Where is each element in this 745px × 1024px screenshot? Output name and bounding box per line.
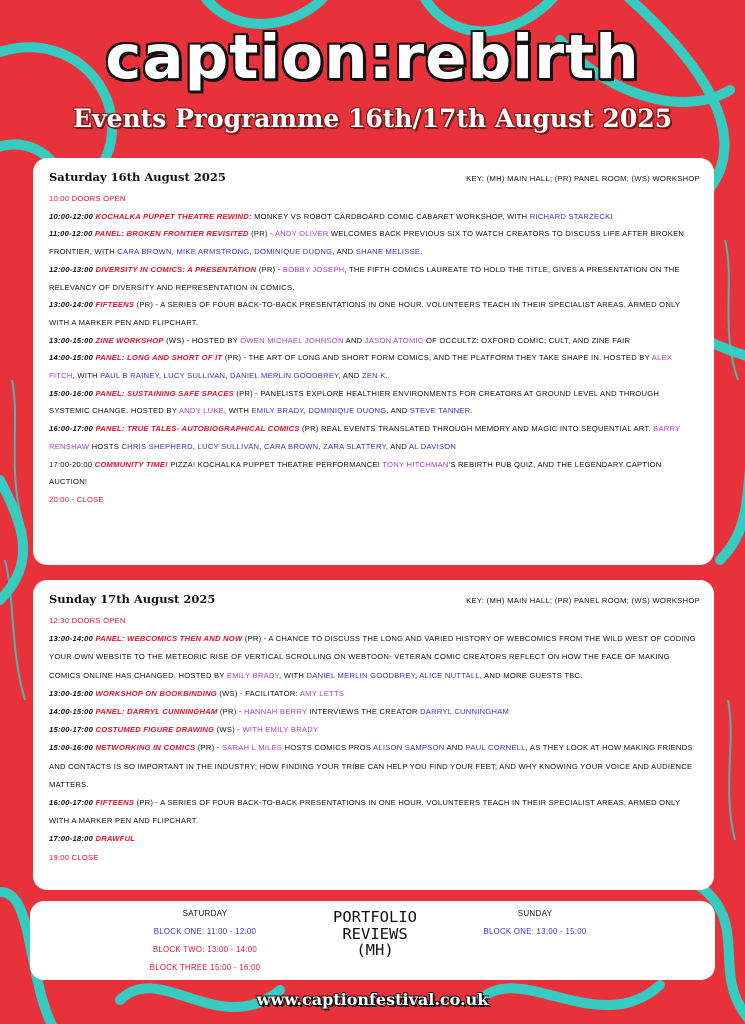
- event-text: 19:00 CLOSE: [49, 852, 99, 862]
- event-item: [49, 261, 700, 296]
- event-text: WELCOMES BACK PREVIOUS SIX TO WATCH CREATORS TO DISCUSS LIFE AFTER BROKEN FRONTIER, WITH: [49, 229, 685, 257]
- event-text: (PR) -: [195, 743, 222, 753]
- festival-website-link[interactable]: www.captionfestival.co.uk: [256, 990, 489, 1009]
- event-text: OF OCCULTZ: OXFORD COMIC; CULT, AND ZINE FAIR: [423, 335, 631, 345]
- event-item: [49, 296, 700, 331]
- event-time: 13:00-15:00: [49, 688, 96, 698]
- event-item: [49, 349, 700, 384]
- event-text: (WS) - FACILITATOR:: [216, 688, 300, 698]
- event-title: PANEL: WEBCOMICS THEN AND NOW: [95, 634, 243, 644]
- sunday-event-list: [49, 612, 700, 867]
- saturday-panel: [33, 158, 714, 565]
- event-item: [49, 208, 700, 226]
- event-text: (PR) -: [248, 229, 275, 239]
- person-name: HANNAH BERRY: [243, 707, 308, 717]
- event-text: (PR) -: [256, 264, 283, 274]
- event-text: , AND: [332, 247, 356, 257]
- event-text: ,: [171, 247, 177, 257]
- event-text: 20:00 - CLOSE: [49, 494, 104, 504]
- event-text: AND: [444, 743, 466, 753]
- venue-key: KEY: (MH) MAIN HALL; (PR) PANEL ROOM; (WS) WORKSHOP: [466, 174, 700, 183]
- person-name: ZEN K: [361, 371, 386, 381]
- event-text: , AND MORE GUESTS TBC.: [479, 670, 583, 680]
- event-text: ,: [225, 371, 231, 381]
- event-title: PANEL: SUSTAINING SAFE SPACES: [95, 388, 234, 398]
- event-text: (PR) - THE ART OF LONG AND SHORT FORM COMICS, AND THE PLATFORM THEY TAKE SHAPE IN. HOSTED BY: [222, 353, 652, 363]
- person-name: ANDY OLIVER: [274, 229, 329, 239]
- event-time: 13:00-15:00: [49, 335, 96, 345]
- event-item: [49, 332, 700, 350]
- portfolio-sunday-column: [455, 905, 615, 941]
- event-text: 17:00-20:00: [49, 459, 95, 469]
- festival-title: caption:rebirth: [105, 22, 640, 93]
- portfolio-saturday-column: [125, 905, 285, 977]
- event-title: COMMUNITY TIME!: [94, 459, 168, 469]
- portfolio-reviews-panel: [30, 901, 715, 980]
- person-name: EMILY BRADY: [226, 670, 280, 680]
- event-text: (PR) REAL EVENTS TRANSLATED THROUGH MEMORY AND MAGIC INTO SEQUENTIAL ART.: [299, 424, 654, 434]
- person-name: BOBBY JOSEPH: [282, 264, 345, 274]
- event-text: 12:30 DOORS OPEN: [49, 616, 126, 625]
- event-text: .: [385, 371, 388, 381]
- event-title: PANEL: BROKEN FRONTIER REVISITED: [94, 229, 249, 239]
- event-item: [49, 849, 700, 867]
- person-name: DOMINIQUE DUONG: [254, 247, 333, 257]
- saturday-event-list: [49, 190, 700, 509]
- event-text: MONKEY VS ROBOT CARDBOARD COMIC CABARET WORKSHOP, WITH: [251, 211, 530, 221]
- event-text: , WITH: [72, 371, 101, 381]
- event-text: (WS) - HOSTED BY: [163, 335, 241, 345]
- event-title: NETWORKING IN COMICS: [95, 743, 196, 753]
- event-text: ,: [249, 247, 255, 257]
- event-title: WORKSHOP ON BOOKBINDING: [95, 688, 217, 698]
- event-text: ,: [158, 371, 164, 381]
- event-time: 13:00-14:00: [49, 300, 96, 310]
- event-item: [49, 685, 700, 703]
- event-item: [49, 456, 700, 491]
- event-item: [49, 491, 700, 509]
- event-title: COSTUMED FIGURE DRAWING: [95, 725, 215, 735]
- event-text: , AS THEY LOOK AT HOW MAKING FRIENDS AND CONTACTS IS SO IMPORTANT IN THE INDUSTRY; HOW FINDING YOUR TRIBE CAN HELP YOU FIND YOUR FEET; AND WHY KNOWING YOUR VOICE AND AUDIENCE MATTERS.: [49, 743, 693, 789]
- event-text: ,: [414, 670, 420, 680]
- event-item: [49, 630, 700, 685]
- event-item: [49, 703, 700, 721]
- event-item: [49, 739, 700, 794]
- sunday-panel: [33, 580, 714, 890]
- person-name: AL DAVISON: [408, 441, 457, 451]
- event-text: , AND: [385, 441, 409, 451]
- person-name: ALISON SAMPSON: [373, 743, 445, 753]
- person-name: RICHARD STARZECKI: [529, 211, 613, 221]
- person-name: CARA BROWN: [263, 441, 319, 451]
- event-text: (PR) - A CHANCE TO DISCUSS THE LONG AND VARIED HISTORY OF WEBCOMICS FROM THE WILD WEST OF CODING YOUR OWN WEBSITE TO THE METEORIC RISE OF VERTICAL SCROLLING ON WEBTOON- VETERAN COMIC CREATORS REFLECT ON HOW THE FACE OF MAKING COMICS ONLINE HAS CHANGED. HOSTED BY: [49, 634, 696, 680]
- event-time: 14:00-15:00: [49, 707, 96, 717]
- person-name: WITH EMILY BRADY: [242, 725, 319, 735]
- event-text: (PR) - A SERIES OF FOUR BACK-TO-BACK PRESENTATIONS IN ONE HOUR. VOLUNTEERS TEACH IN THEIR SPECIALIST AREAS, ARMED ONLY WITH A MARKER PEN AND FLIPCHART.: [49, 798, 681, 826]
- event-time: 16:00-17:00: [49, 798, 96, 808]
- person-name: JASON ATOMIC: [364, 335, 424, 345]
- event-text: (PR) - PANELISTS EXPLORE HEALTHIER ENVIRONMENTS FOR CREATORS AT GROUND LEVEL AND THROUGH SYSTEMIC CHANGE. HOSTED BY: [49, 388, 660, 416]
- person-name: ZARA SLATTERY: [323, 441, 386, 451]
- event-text: , WITH: [279, 670, 307, 680]
- person-name: MIKE ARMSTRONG: [176, 247, 250, 257]
- portfolio-block: BLOCK THREE 15:00 - 16:00: [149, 963, 261, 972]
- person-name: ANDY LUKE: [178, 406, 224, 416]
- person-name: EMILY BRADY: [251, 406, 304, 416]
- event-text: 10:00 DOORS OPEN: [49, 194, 126, 203]
- venue-key: KEY: (MH) MAIN HALL; (PR) PANEL ROOM; (WS) WORKSHOP: [466, 596, 700, 605]
- event-title: FIFTEENS: [95, 798, 135, 808]
- person-name: DANIEL MERLIN GOODBREY: [230, 371, 339, 381]
- person-name: DANIEL MERLIN GOODBREY: [306, 670, 415, 680]
- event-time: 15:00-17:00: [49, 725, 96, 735]
- portfolio-sunday-label: SUNDAY: [517, 909, 553, 918]
- event-text: ,: [318, 441, 324, 451]
- event-text: 'S REBIRTH PUB QUIZ, AND THE LEGENDARY CAPTION AUCTION!: [49, 459, 662, 487]
- person-name: DOMINIQUE DUONG: [308, 406, 387, 416]
- event-text: HOSTS COMICS PROS: [282, 743, 374, 753]
- portfolio-block: BLOCK ONE: 11:00 - 12:00: [153, 927, 257, 936]
- event-text: (PR) - A SERIES OF FOUR BACK-TO-BACK PRESENTATIONS IN ONE HOUR. VOLUNTEERS TEACH IN THEIR SPECIALIST AREAS, ARMED ONLY WITH A MARKER PEN AND FLIPCHART.: [49, 300, 681, 327]
- programme-subtitle: Events Programme 16th/17th August 2025: [73, 104, 672, 133]
- saturday-title: Saturday 16th August 2025: [49, 170, 226, 184]
- event-item: [49, 830, 700, 848]
- person-name: OWEN MICHAEL JOHNSON: [240, 335, 344, 345]
- person-name: PAUL CORNELL: [465, 743, 526, 753]
- event-text: HOSTS: [89, 441, 122, 451]
- event-text: .: [420, 247, 423, 257]
- event-time: 12:00-13:00: [49, 264, 96, 274]
- person-name: STEVE TANNER: [409, 406, 471, 416]
- event-text: (WS) -: [214, 725, 243, 735]
- event-time: 16:00-17:00: [49, 424, 96, 434]
- event-text: ,: [303, 406, 309, 416]
- portfolio-reviews-title: PORTFOLIO REVIEWS (MH): [333, 908, 417, 959]
- event-item: [49, 612, 700, 630]
- event-item: [49, 190, 700, 208]
- event-title: PANEL: LONG AND SHORT OF IT: [95, 353, 223, 363]
- event-text: INTERVIEWS THE CREATOR: [307, 707, 421, 717]
- event-title: DIVERSITY IN COMICS: A PRESENTATION: [95, 264, 257, 274]
- event-text: (PR) -: [217, 707, 244, 717]
- person-name: SARAH L MILES: [221, 743, 283, 753]
- person-name: LUCY SULLIVAN: [197, 441, 260, 451]
- person-name: ALICE NUTTALL: [419, 670, 480, 680]
- person-name: DARRYL CUNNINGHAM: [420, 707, 510, 717]
- event-item: [49, 721, 700, 739]
- event-time: 15:00-16:00: [49, 743, 96, 753]
- event-time: 15:00-16:00: [49, 388, 96, 398]
- event-title: PANEL: DARRYL CUNNINGHAM: [95, 707, 218, 717]
- event-text: AND: [343, 335, 365, 345]
- event-item: [49, 794, 700, 830]
- person-name: AMY LETTS: [299, 688, 345, 698]
- person-name: PAUL B RAINEY: [100, 371, 159, 381]
- event-text: PIZZA! KOCHALKA PUPPET THEATRE PERFORMANCE!: [167, 459, 383, 469]
- event-text: ,: [192, 441, 198, 451]
- event-text: , AND: [338, 371, 362, 381]
- event-text: .: [470, 406, 473, 416]
- event-time: 17:00-18:00: [49, 834, 96, 844]
- event-title: ZINE WORKSHOP: [95, 335, 164, 345]
- event-text: , AND: [386, 406, 410, 416]
- event-title: FIFTEENS: [95, 300, 135, 310]
- event-title: KOCHALKA PUPPET THEATRE REWIND:: [95, 211, 252, 221]
- portfolio-block: BLOCK ONE: 13:00 - 15:00: [483, 927, 587, 936]
- event-time: 14:00-15:00: [49, 353, 96, 363]
- person-name: SHANE MELISSE: [355, 247, 421, 257]
- event-item: [49, 385, 700, 420]
- event-text: , THE FIFTH COMICS LAUREATE TO HOLD THE TITLE, GIVES A PRESENTATION ON THE RELEVANCY OF DIVERSITY AND REPRESENTATION IN COMICS.: [49, 264, 680, 292]
- person-name: TONY HITCHMAN: [382, 459, 449, 469]
- event-text: , WITH: [224, 406, 252, 416]
- event-item: [49, 225, 700, 260]
- person-name: BARRY RENSHAW: [49, 424, 681, 451]
- portfolio-saturday-label: SATURDAY: [182, 909, 228, 918]
- event-item: [49, 420, 700, 455]
- event-time: 11:00-12:00: [49, 229, 95, 239]
- portfolio-block: BLOCK TWO: 13:00 - 14:00: [152, 945, 258, 954]
- event-title: DRAWFUL: [95, 834, 136, 844]
- person-name: CARA BROWN: [117, 247, 172, 257]
- event-title: PANEL: TRUE TALES- AUTOBIOGRAPHICAL COMICS: [95, 424, 300, 434]
- person-name: LUCY SULLIVAN: [163, 371, 226, 381]
- event-text: ,: [259, 441, 264, 451]
- person-name: CHRIS SHEPHERD: [121, 441, 193, 451]
- event-time: 10:00-12:00: [49, 211, 96, 221]
- person-name: ALEX FITCH: [49, 353, 673, 381]
- sunday-title: Sunday 17th August 2025: [49, 592, 216, 606]
- event-time: 13:00-14:00: [49, 634, 96, 644]
